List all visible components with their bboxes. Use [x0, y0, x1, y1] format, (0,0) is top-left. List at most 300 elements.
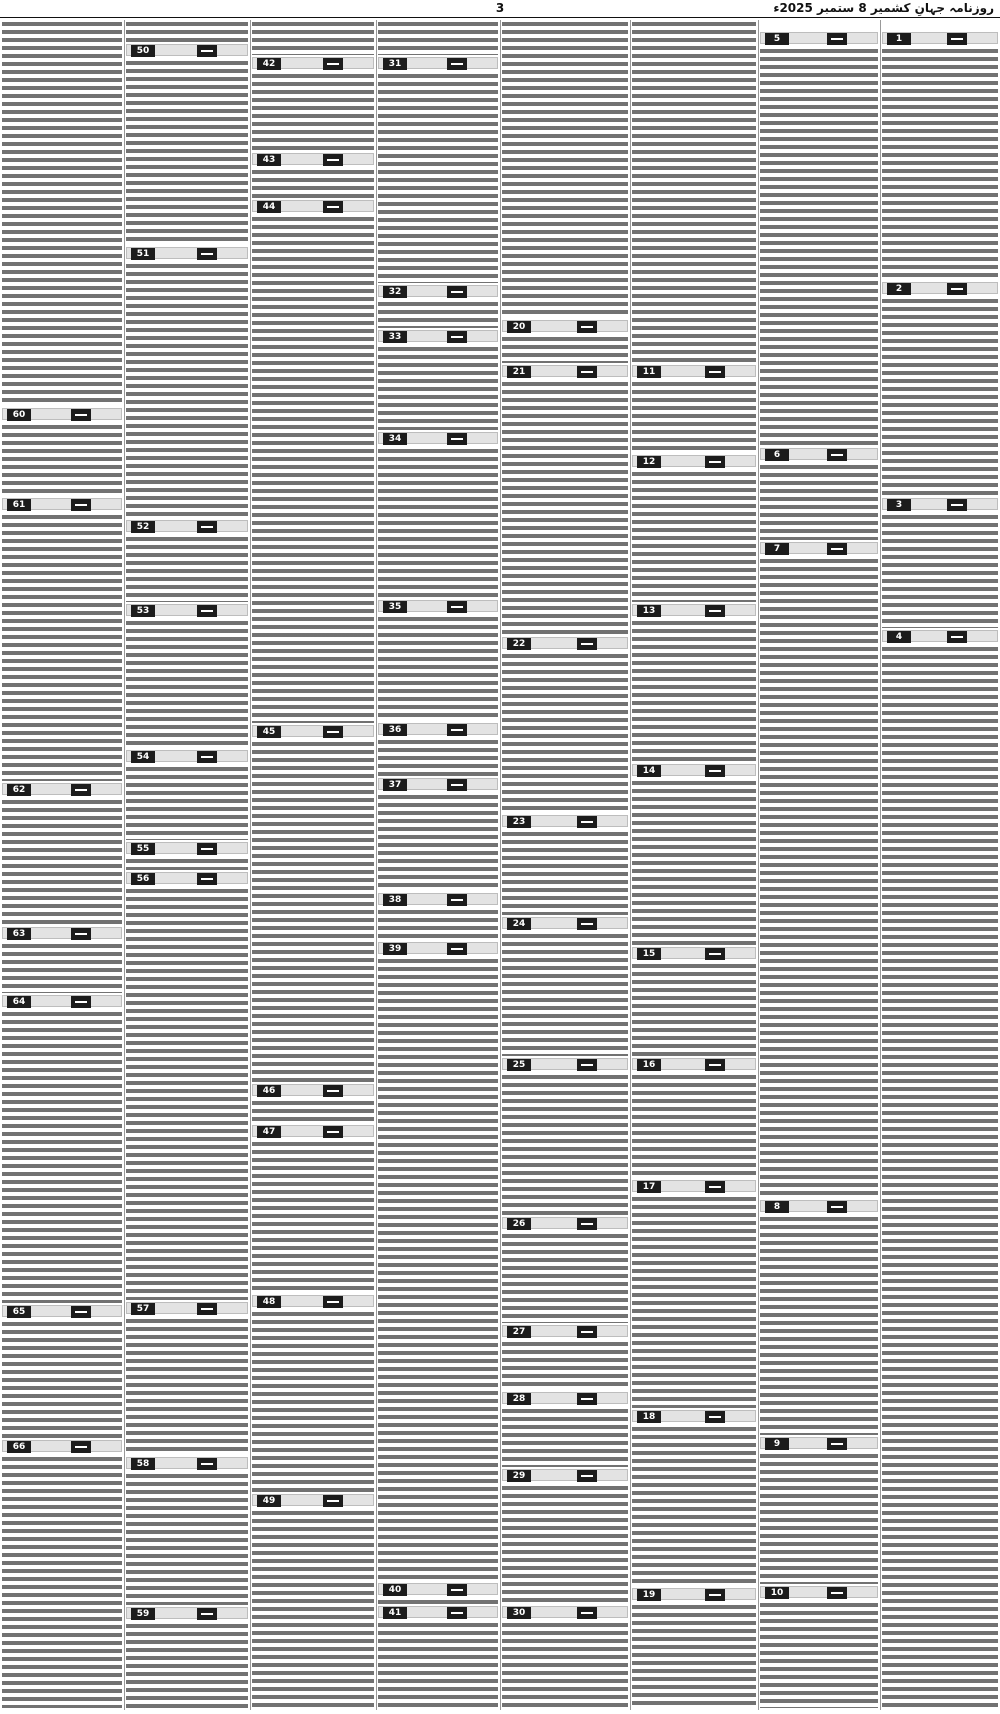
body-text-lines [760, 557, 878, 1198]
item-label-tag [577, 1326, 597, 1338]
item-number: 20 [507, 321, 531, 333]
news-item [882, 630, 998, 1708]
body-text-lines [632, 1195, 756, 1408]
news-item [502, 637, 628, 813]
item-number: 51 [131, 248, 155, 260]
body-text-lines [126, 262, 248, 518]
body-text-lines [502, 652, 628, 813]
news-item [252, 200, 374, 723]
news-item [2, 783, 122, 925]
body-text-lines [632, 619, 756, 762]
column-separator [880, 20, 881, 1710]
item-label-tag [447, 58, 467, 70]
body-text-lines [126, 1472, 248, 1605]
item-label-tag [323, 1085, 343, 1097]
item-label-tag [447, 433, 467, 445]
body-text-lines [252, 740, 374, 1082]
item-label-tag [323, 201, 343, 213]
item-number: 2 [887, 283, 911, 295]
item-header-bar [126, 44, 248, 56]
body-text-lines [378, 615, 498, 721]
item-label-tag [197, 1303, 217, 1315]
news-item [126, 247, 248, 518]
item-label-tag [577, 1470, 597, 1482]
item-label-tag [705, 765, 725, 777]
item-header-bar [378, 723, 498, 735]
item-header-bar [252, 153, 374, 165]
news-item [126, 872, 248, 1300]
item-header-bar [252, 725, 374, 737]
news-item [378, 600, 498, 721]
item-label-tag [447, 779, 467, 791]
news-item [502, 320, 628, 363]
body-text-lines [502, 1073, 628, 1215]
news-item [632, 1180, 756, 1408]
item-number: 55 [131, 843, 155, 855]
body-text-lines [632, 962, 756, 1056]
item-header-bar [632, 604, 756, 616]
item-number: 54 [131, 751, 155, 763]
item-header-bar [378, 1583, 498, 1595]
body-text-lines [632, 380, 756, 453]
body-text-lines [502, 1407, 628, 1467]
page-number: 3 [495, 1, 505, 15]
news-item [2, 1440, 122, 1708]
item-label-tag [947, 499, 967, 511]
news-item [126, 842, 248, 870]
item-label-tag [577, 1607, 597, 1619]
body-text-lines [252, 1099, 374, 1123]
item-number: 40 [383, 1584, 407, 1596]
news-item [378, 57, 498, 283]
item-header-bar [378, 893, 498, 905]
item-number: 33 [383, 331, 407, 343]
item-header-bar [502, 1469, 628, 1481]
item-label-tag [827, 1438, 847, 1450]
news-item [378, 778, 498, 891]
item-number: 46 [257, 1085, 281, 1097]
item-number: 32 [383, 286, 407, 298]
item-number: 42 [257, 58, 281, 70]
item-header-bar [502, 815, 628, 827]
item-number: 43 [257, 154, 281, 166]
body-text-lines [632, 1425, 756, 1586]
item-header-bar [502, 1325, 628, 1337]
body-text-lines [760, 1601, 878, 1708]
news-item [882, 32, 998, 280]
item-label-tag [705, 1589, 725, 1601]
item-label-tag [197, 873, 217, 885]
item-header-bar [502, 1217, 628, 1229]
body-text-lines [378, 345, 498, 430]
item-header-bar [760, 32, 878, 44]
body-text-lines [126, 857, 248, 870]
item-label-tag [705, 1059, 725, 1071]
body-text-lines [760, 463, 878, 540]
item-number: 49 [257, 1495, 281, 1507]
item-header-bar [882, 282, 998, 294]
item-header-bar [760, 448, 878, 460]
item-label-tag [447, 724, 467, 736]
body-text-lines [378, 447, 498, 598]
news-item [378, 1583, 498, 1604]
item-header-bar [252, 57, 374, 69]
item-header-bar [760, 1586, 878, 1598]
body-text-lines [502, 1232, 628, 1323]
item-header-bar [378, 778, 498, 790]
item-number: 25 [507, 1059, 531, 1071]
item-number: 7 [765, 543, 789, 555]
body-text-lines [2, 20, 122, 406]
item-header-bar [378, 942, 498, 954]
news-item [252, 1125, 374, 1293]
news-item [502, 1606, 628, 1708]
body-text-lines [632, 20, 756, 363]
news-item [760, 1437, 878, 1584]
item-header-bar [632, 947, 756, 959]
item-header-bar [632, 455, 756, 467]
body-text-lines [2, 1320, 122, 1438]
item-header-bar [502, 365, 628, 377]
item-number: 12 [637, 456, 661, 468]
news-item [632, 604, 756, 762]
news-item [502, 1217, 628, 1323]
item-label-tag [577, 638, 597, 650]
body-text-lines [252, 168, 374, 198]
news-item [252, 153, 374, 198]
item-number: 10 [765, 1587, 789, 1599]
top-rule [0, 17, 1000, 18]
body-text-lines [2, 423, 122, 496]
item-number: 37 [383, 779, 407, 791]
column-separator [250, 20, 251, 1710]
news-item [126, 1457, 248, 1605]
item-label-tag [197, 248, 217, 260]
body-text-lines [378, 793, 498, 891]
item-header-bar [126, 604, 248, 616]
body-text-lines [126, 535, 248, 602]
item-label-tag [577, 918, 597, 930]
item-label-tag [323, 1296, 343, 1308]
item-label-tag [705, 366, 725, 378]
item-number: 45 [257, 726, 281, 738]
item-label-tag [197, 1458, 217, 1470]
item-number: 17 [637, 1181, 661, 1193]
body-text-lines [2, 513, 122, 781]
item-header-bar [502, 917, 628, 929]
news-column [882, 20, 998, 1710]
body-text-lines [378, 908, 498, 940]
news-item [2, 927, 122, 993]
item-number: 66 [7, 1441, 31, 1453]
item-header-bar [252, 1125, 374, 1137]
item-number: 53 [131, 605, 155, 617]
body-text-lines [2, 1455, 122, 1708]
news-item [882, 498, 998, 628]
item-header-bar [760, 542, 878, 554]
item-number: 4 [887, 631, 911, 643]
item-label-tag [197, 605, 217, 617]
body-text-lines [126, 1622, 248, 1708]
news-item [2, 1305, 122, 1438]
item-label-tag [71, 409, 91, 421]
news-item [632, 455, 756, 602]
column-separator [124, 20, 125, 1710]
item-label-tag [577, 1059, 597, 1071]
text-block [632, 20, 756, 363]
body-text-lines [126, 1317, 248, 1455]
body-text-lines [502, 1484, 628, 1604]
news-item [502, 365, 628, 635]
body-text-lines [126, 20, 248, 42]
item-header-bar [2, 1440, 122, 1452]
item-label-tag [447, 1607, 467, 1619]
item-header-bar [502, 320, 628, 332]
item-header-bar [126, 1302, 248, 1314]
body-text-lines [126, 59, 248, 245]
news-item [502, 1469, 628, 1604]
news-item [2, 995, 122, 1303]
news-item [502, 1392, 628, 1467]
column-separator [500, 20, 501, 1710]
item-header-bar [2, 498, 122, 510]
item-header-bar [252, 1494, 374, 1506]
item-number: 38 [383, 894, 407, 906]
news-column [126, 20, 248, 1710]
item-header-bar [378, 57, 498, 69]
item-number: 41 [383, 1607, 407, 1619]
item-header-bar [632, 1058, 756, 1070]
news-column [2, 20, 122, 1710]
item-label-tag [71, 784, 91, 796]
item-number: 28 [507, 1393, 531, 1405]
body-text-lines [378, 957, 498, 1581]
item-header-bar [126, 247, 248, 259]
item-label-tag [705, 1411, 725, 1423]
body-text-lines [502, 20, 628, 318]
item-label-tag [71, 1306, 91, 1318]
text-block [252, 20, 374, 55]
text-block [378, 20, 498, 55]
item-number: 16 [637, 1059, 661, 1071]
item-label-tag [197, 751, 217, 763]
body-text-lines [502, 830, 628, 915]
body-text-lines [252, 20, 374, 55]
item-number: 65 [7, 1306, 31, 1318]
item-header-bar [882, 498, 998, 510]
news-item [760, 448, 878, 540]
news-item [378, 330, 498, 430]
item-label-tag [705, 605, 725, 617]
item-header-bar [378, 1606, 498, 1618]
item-number: 59 [131, 1608, 155, 1620]
body-text-lines [760, 47, 878, 446]
item-label-tag [71, 996, 91, 1008]
item-header-bar [126, 842, 248, 854]
item-number: 35 [383, 601, 407, 613]
item-label-tag [947, 33, 967, 45]
item-header-bar [632, 365, 756, 377]
item-number: 27 [507, 1326, 531, 1338]
item-number: 18 [637, 1411, 661, 1423]
item-label-tag [447, 331, 467, 343]
body-text-lines [760, 1452, 878, 1584]
item-header-bar [632, 1588, 756, 1600]
item-header-bar [252, 1295, 374, 1307]
item-number: 34 [383, 433, 407, 445]
item-header-bar [378, 432, 498, 444]
body-text-lines [252, 72, 374, 151]
item-header-bar [882, 32, 998, 44]
item-header-bar [378, 330, 498, 342]
item-header-bar [502, 1392, 628, 1404]
body-text-lines [632, 1073, 756, 1178]
news-column [378, 20, 498, 1710]
item-header-bar [378, 285, 498, 297]
item-number: 44 [257, 201, 281, 213]
body-text-lines [882, 513, 998, 628]
item-header-bar [2, 927, 122, 939]
item-number: 15 [637, 948, 661, 960]
item-number: 50 [131, 45, 155, 57]
item-number: 11 [637, 366, 661, 378]
news-item [378, 1606, 498, 1708]
item-number: 6 [765, 449, 789, 461]
item-header-bar [2, 1305, 122, 1317]
item-number: 30 [507, 1607, 531, 1619]
item-label-tag [577, 816, 597, 828]
column-separator [376, 20, 377, 1710]
text-block [502, 20, 628, 318]
body-text-lines [252, 1509, 374, 1708]
item-number: 47 [257, 1126, 281, 1138]
news-item [252, 57, 374, 151]
item-header-bar [502, 1058, 628, 1070]
body-text-lines [378, 1621, 498, 1708]
news-item [378, 285, 498, 328]
item-number: 29 [507, 1470, 531, 1482]
item-number: 14 [637, 765, 661, 777]
item-label-tag [827, 1587, 847, 1599]
body-text-lines [502, 1621, 628, 1708]
news-item [126, 604, 248, 748]
item-number: 19 [637, 1589, 661, 1601]
body-text-lines [252, 1310, 374, 1492]
text-block [2, 20, 122, 406]
body-text-lines [502, 1340, 628, 1390]
body-text-lines [378, 72, 498, 283]
item-number: 23 [507, 816, 531, 828]
item-number: 1 [887, 33, 911, 45]
item-header-bar [2, 995, 122, 1007]
body-text-lines [378, 300, 498, 328]
body-text-lines [882, 297, 998, 496]
news-item [252, 1494, 374, 1708]
item-number: 52 [131, 521, 155, 533]
news-item [126, 750, 248, 840]
item-label-tag [323, 1126, 343, 1138]
body-text-lines [632, 779, 756, 945]
body-text-lines [760, 1215, 878, 1435]
item-number: 64 [7, 996, 31, 1008]
item-label-tag [577, 321, 597, 333]
body-text-lines [252, 1140, 374, 1293]
item-label-tag [705, 948, 725, 960]
dateline: روزنامہ جہانِ کشمیر 8 ستمبر 2025ء [773, 1, 994, 15]
body-text-lines [882, 47, 998, 280]
item-label-tag [323, 726, 343, 738]
item-header-bar [378, 600, 498, 612]
item-label-tag [197, 45, 217, 57]
item-label-tag [447, 1584, 467, 1596]
item-header-bar [252, 200, 374, 212]
item-label-tag [447, 943, 467, 955]
item-label-tag [197, 1608, 217, 1620]
news-item [378, 432, 498, 598]
item-header-bar [252, 1084, 374, 1096]
item-label-tag [71, 928, 91, 940]
news-item [252, 1084, 374, 1123]
item-header-bar [502, 637, 628, 649]
body-text-lines [502, 335, 628, 363]
news-item [632, 1410, 756, 1586]
item-header-bar [126, 1457, 248, 1469]
news-item [378, 893, 498, 940]
item-header-bar [126, 750, 248, 762]
item-label-tag [947, 283, 967, 295]
news-item [632, 1588, 756, 1708]
body-text-lines [632, 1603, 756, 1708]
item-number: 9 [765, 1438, 789, 1450]
item-number: 60 [7, 409, 31, 421]
masthead [0, 0, 1000, 16]
item-header-bar [632, 764, 756, 776]
item-number: 36 [383, 724, 407, 736]
item-label-tag [197, 521, 217, 533]
column-separator [758, 20, 759, 1710]
item-header-bar [760, 1437, 878, 1449]
item-label-tag [577, 1218, 597, 1230]
item-label-tag [447, 894, 467, 906]
news-item [760, 542, 878, 1198]
news-item [632, 947, 756, 1056]
item-number: 39 [383, 943, 407, 955]
body-text-lines [2, 1010, 122, 1303]
news-item [126, 520, 248, 602]
item-label-tag [71, 499, 91, 511]
item-number: 26 [507, 1218, 531, 1230]
body-text-lines [378, 20, 498, 55]
item-header-bar [126, 1607, 248, 1619]
news-item [126, 44, 248, 245]
body-text-lines [502, 932, 628, 1056]
item-label-tag [705, 456, 725, 468]
news-item [502, 1325, 628, 1390]
body-text-lines [126, 619, 248, 748]
news-item [760, 1586, 878, 1708]
news-column [252, 20, 374, 1710]
item-number: 57 [131, 1303, 155, 1315]
text-block [126, 20, 248, 42]
news-item [126, 1607, 248, 1708]
item-header-bar [2, 408, 122, 420]
news-item [378, 942, 498, 1581]
item-number: 21 [507, 366, 531, 378]
item-number: 63 [7, 928, 31, 940]
item-header-bar [126, 872, 248, 884]
news-column [760, 20, 878, 1710]
item-header-bar [632, 1180, 756, 1192]
